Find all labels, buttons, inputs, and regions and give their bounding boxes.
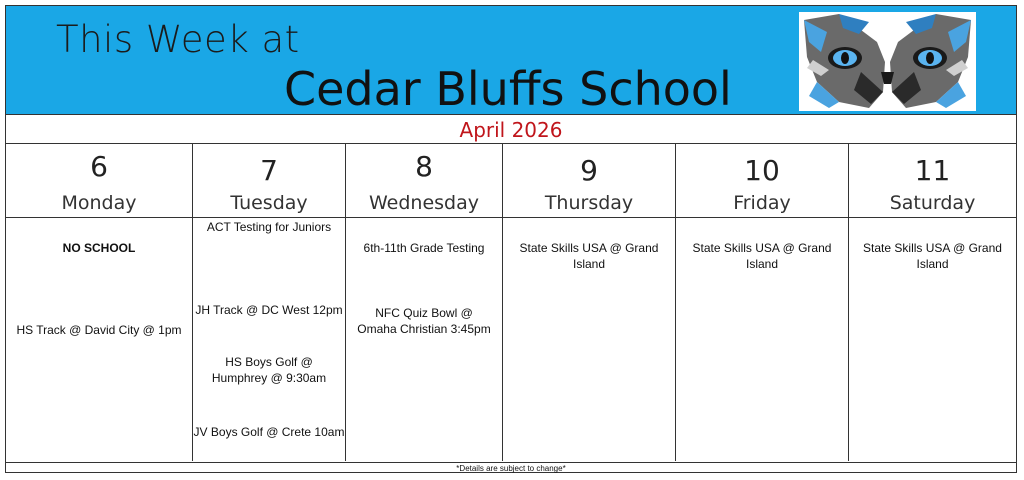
month-label: April 2026 [6, 115, 1016, 144]
event-item: State Skills USA @ Grand Island [519, 241, 659, 271]
day-header [6, 144, 192, 218]
day-header [193, 144, 345, 218]
day-header [676, 144, 848, 218]
event-item: HS Track @ David City @ 1pm [16, 323, 182, 337]
event-item: HS Boys Golf @ Humphrey @ 9:30am [211, 355, 327, 385]
day-number: 8 [415, 150, 433, 183]
day-name: Monday [61, 192, 137, 214]
day-header [849, 144, 1016, 218]
day-name: Friday [733, 192, 791, 214]
day-number: 7 [260, 154, 278, 187]
event-item: State Skills USA @ Grand Island [692, 241, 832, 271]
day-name: Thursday [544, 192, 634, 214]
day-header [503, 144, 675, 218]
event-item: NO SCHOOL [62, 241, 136, 255]
event-item: JH Track @ DC West 12pm [195, 303, 343, 317]
day-number: 6 [90, 150, 108, 183]
day-name: Tuesday [230, 192, 308, 214]
day-column-friday [676, 144, 849, 461]
header-subtitle: This Week at [56, 18, 300, 61]
day-column-thursday [503, 144, 676, 461]
day-name: Wednesday [368, 192, 479, 214]
day-column-saturday [849, 144, 1016, 461]
event-item: State Skills USA @ Grand Island [863, 241, 1002, 271]
wildcat-logo-icon [799, 12, 976, 111]
week-grid [6, 144, 1016, 461]
day-number: 10 [744, 154, 780, 187]
day-header [346, 144, 502, 218]
day-number: 9 [580, 154, 598, 187]
event-item: JV Boys Golf @ Crete 10am [193, 425, 345, 439]
disclaimer-note: *Details are subject to change* [6, 462, 1016, 474]
event-item: ACT Testing for Juniors [206, 220, 332, 234]
day-name: Saturday [889, 192, 976, 214]
event-item: NFC Quiz Bowl @ Omaha Christian 3:45pm [357, 306, 491, 336]
day-number: 11 [914, 154, 951, 187]
school-name-title: Cedar Bluffs School [284, 62, 732, 116]
day-column-tuesday [193, 144, 346, 461]
day-column-wednesday [346, 144, 503, 461]
day-column-monday [6, 144, 193, 461]
event-item: 6th-11th Grade Testing [363, 241, 485, 255]
